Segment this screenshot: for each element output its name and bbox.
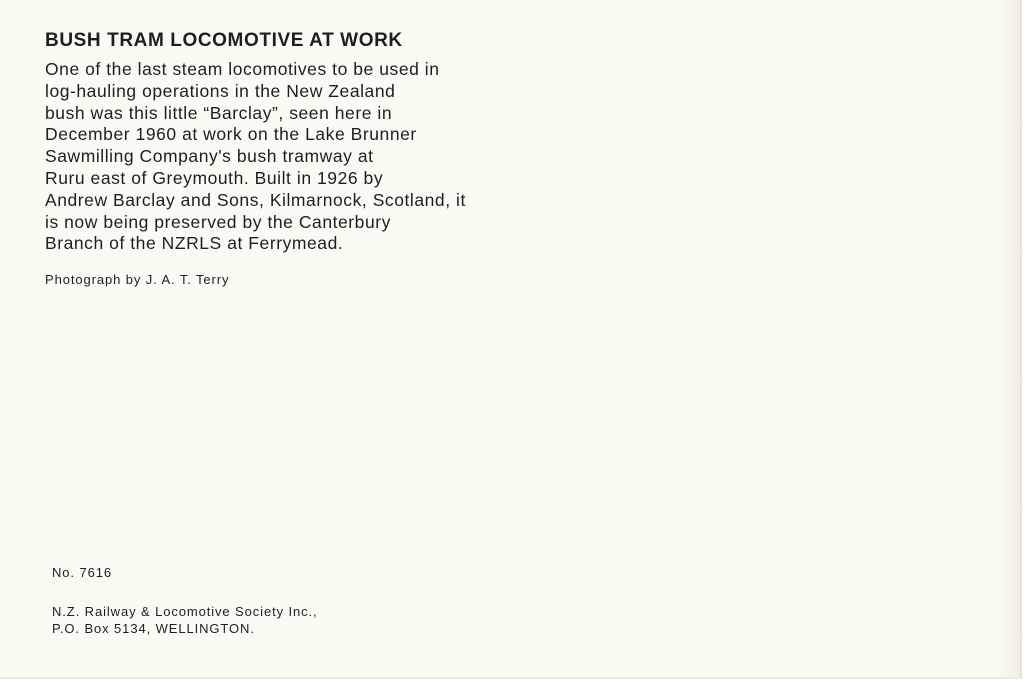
description-line: Branch of the NZRLS at Ferrymead. [45,233,344,254]
card-number: No. 7616 [52,565,112,580]
description-line: Ruru east of Greymouth. Built in 1926 by [45,167,384,188]
publisher-line: P.O. Box 5134, WELLINGTON. [52,621,255,636]
publisher-line: N.Z. Railway & Locomotive Society Inc., [52,604,318,619]
card-title: BUSH TRAM LOCOMOTIVE AT WORK [45,30,403,51]
description-line: Sawmilling Company's bush tramway at [45,146,374,167]
photo-credit: Photograph by J. A. T. Terry [45,272,230,287]
publisher-address [52,603,318,637]
description-line: One of the last steam locomotives to be used in [45,59,440,79]
description-line: Andrew Barclay and Sons, Kilmarnock, Scotland, it [45,189,466,210]
description-line: December 1960 at work on the Lake Brunner [45,124,417,145]
description-line: log-hauling operations in the New Zealand [45,80,396,101]
description-line: bush was this little “Barclay”, seen here in [45,102,393,123]
description-line: is now being preserved by the Canterbury [45,211,391,232]
card-description [45,59,515,255]
